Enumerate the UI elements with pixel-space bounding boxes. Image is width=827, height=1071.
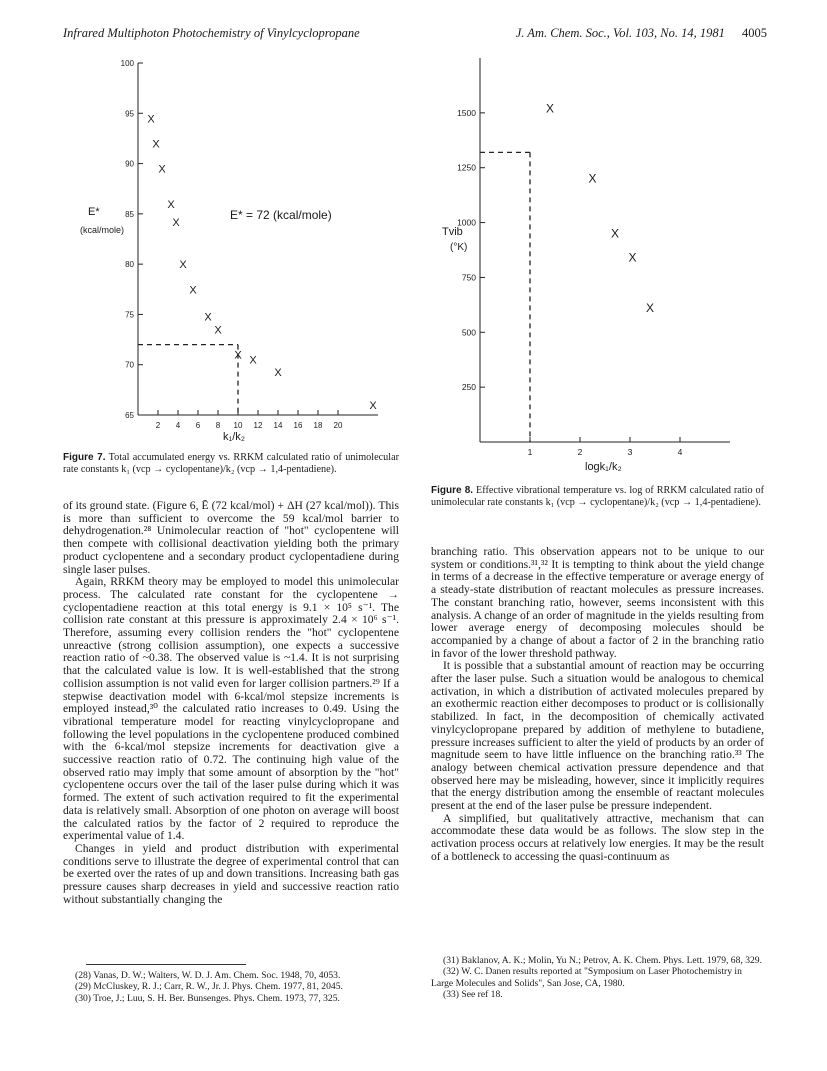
x-tick-label: 12 (253, 421, 263, 430)
footnotes-right (431, 955, 764, 1001)
y-tick-label: 1000 (457, 217, 476, 228)
footnote: (29) McCluskey, R. J.; Carr, R. W., Jr. J. Phys. Chem. 1977, 81, 2045. (75, 981, 343, 993)
data-point-marker: X (274, 366, 282, 379)
figure-8-axes (457, 58, 730, 457)
y-tick-label: 85 (125, 209, 134, 219)
data-point-marker: X (234, 349, 242, 362)
data-point-marker: X (214, 324, 222, 337)
y-tick-label: 500 (461, 327, 476, 338)
x-tick-label: 2 (577, 447, 583, 457)
x-tick-label: 20 (333, 421, 343, 430)
footnote: (31) Baklanov, A. K.; Molin, Yu N.; Petrov, A. K. Chem. Phys. Lett. 1979, 68, 329. (443, 955, 762, 966)
figure-7-plot (80, 55, 410, 450)
journal-citation (516, 26, 767, 41)
figure-8-ylabel-unit: (°K) (450, 242, 468, 253)
paragraph: Again, RRKM theory may be employed to model this unimolecular process. The calculated rate constant for the cyclopentene → cyclopentadiene reaction at this total energy is 9.1 × 10⁵ s⁻¹. The collision rate constant at this pressure is approximately 2.4 × 10⁶ s⁻¹. Therefore, assuming every collision renders the "hot" cyclopentene unreactive (strong collision assumption), one expects a successive reaction ratio of ~0.38. The observed value is ~1.4. It is not surprising that the calculated value is low. It is well-established that the strong collision assumption is not valid even for larger collision partners.²⁹ If a stepwise deactivation model with 6-kcal/mol stepsize increments is employed instead,³⁰ the calculated ratio increases to 0.49. Using the vibrational temperature model for reacting vinylcyclopropane and following the level populations in the cyclopentene produced combined with the 6-kcal/mol stepsize increments for deactivation give a successive reaction ratio of 0.72. The continuing high value of the observed ratio may imply that some amount of absorption by the "hot" cyclopentene occurs over the tail of the laser pulse during which it was formed. The extent of such activation required to fit the experimental data is relatively small. Absorption of one photon on average will boost the calculated ratios by the factor of 2 required to reproduce the experimental value of 1.4. (63, 575, 399, 843)
figure-8-xlabel: logk₁/k₂ (585, 461, 622, 473)
y-tick-label: 100 (120, 59, 134, 68)
journal-name: J. Am. Chem. Soc., Vol. 103, No. 14, 1981 (515, 26, 725, 40)
figure-7-annotation: E* = 72 (kcal/mole) (230, 208, 332, 222)
figure-8-caption-label: Figure 8. (431, 485, 474, 496)
footnote: (28) Vanas, D. W.; Walters, W. D. J. Am. Chem. Soc. 1948, 70, 4053. (75, 970, 341, 981)
figure-8-points (546, 101, 654, 315)
y-tick-label: 65 (125, 411, 134, 420)
figure-8-plot (440, 50, 760, 480)
y-tick-label: 95 (125, 109, 134, 119)
footnote: (33) See ref 18. (443, 989, 503, 1001)
figure-8-ylabel-tvib: Tvib (442, 226, 463, 238)
x-tick-label: 8 (215, 421, 221, 430)
x-tick-label: 10 (233, 421, 243, 430)
y-tick-label: 1500 (457, 107, 476, 118)
data-point-marker: X (152, 138, 160, 151)
y-tick-label: 90 (125, 159, 134, 169)
figure-7-ylabel-e: E* (88, 206, 100, 218)
y-tick-label: 75 (125, 310, 134, 320)
paragraph: of its ground state. (Figure 6, Ē (72 kcal/mol) + ΔH (27 kcal/mol)). This is more than sufficient to overcome the 59 kcal/mol barrier to dehydrogenation.²⁸ Unimolecular reaction of "hot" cyclopentene will then compete with collisional deactivation yielding both the primary product cyclopentene and a secondary product cyclopentadiene during single laser pulses. (63, 499, 399, 576)
figure-7-caption-text: Total accumulated energy vs. RRKM calculated ratio of unimolecular rate constants k₁ (vcp → cyclopentane)/k₂ (vcp → 1,4-pentadiene). (63, 452, 399, 476)
footnote-rule-left (86, 964, 246, 965)
data-point-marker: X (167, 198, 175, 211)
x-tick-label: 4 (677, 447, 683, 457)
page-number: 4005 (742, 26, 767, 40)
x-tick-label: 2 (155, 421, 161, 430)
footnotes-left (63, 970, 399, 1004)
x-tick-label: 4 (175, 421, 181, 430)
right-text-column (431, 546, 764, 864)
paragraph: Changes in yield and product distribution with experimental conditions serve to illustrate the degree of experimental control that can be exerted over the rates of up and down transitions. Increasing bath gas pressure causes sharp decreases in yield and successive reaction ratio without substantially changing the (63, 841, 399, 906)
x-tick-label: 6 (195, 421, 201, 430)
data-point-marker: X (172, 216, 180, 229)
data-point-marker: X (369, 399, 377, 412)
y-tick-label: 250 (461, 382, 476, 393)
data-point-marker: X (204, 311, 212, 324)
data-point-marker: X (158, 163, 166, 176)
y-tick-label: 70 (125, 360, 134, 370)
paragraph: branching ratio. This observation appears not to be unique to our system or conditions.³¹,³² It is tempting to think about the yield change in terms of a decrease in the effective temperature or average energy of a steady-state distribution of reactant molecules as pressure increases. The constant branching ratio, however, seems inconsistent with this analysis. A change of an order of magnitude in the yields resulting from lower average energy of decomposing molecules should be accompanied by a change of about a factor of 2 in the branching ratio in favor of the lower threshold pathway. (431, 545, 764, 660)
x-tick-label: 3 (627, 447, 633, 457)
figure-7-caption (63, 452, 399, 477)
data-point-marker: X (588, 171, 597, 186)
footnote: (32) W. C. Danen results reported at "Symposium on Laser Photochemistry in Large Molecules and Solids", San Jose, CA, 1980. (431, 966, 742, 989)
footnote: (30) Troe, J.; Luu, S. H. Ber. Bunsenges. Phys. Chem. 1973, 77, 325. (75, 992, 340, 1004)
left-text-column (63, 500, 399, 907)
data-point-marker: X (545, 101, 555, 116)
data-point-marker: X (610, 226, 620, 241)
data-point-marker: X (645, 301, 655, 316)
data-point-marker: X (628, 250, 637, 265)
paragraph: A simplified, but qualitatively attractive, mechanism that can accommodate these data would be as follows. The slow step in the activation process occurs at relatively low energies. It may be the result of a bottleneck to accessing the quasi-continuum as (431, 811, 764, 863)
figure-7-points (147, 113, 377, 412)
data-point-marker: X (179, 259, 187, 272)
x-tick-label: 1 (527, 447, 533, 457)
x-tick-label: 18 (313, 421, 323, 430)
x-tick-label: 16 (293, 421, 303, 430)
figure-7-ylabel-unit: (kcal/mole) (80, 225, 125, 235)
data-point-marker: X (147, 113, 155, 126)
running-title: Infrared Multiphoton Photochemistry of Vinylcyclopropane (63, 26, 360, 40)
y-tick-label: 750 (461, 272, 476, 283)
paragraph: It is possible that a substantial amount of reaction may be occurring after the laser pulse. Such a situation would be analogous to chemical activation, in which a distribution of activated molecules prepared by an exothermic reaction either decomposes to product or is collisionally stabilized. In fact, in the decomposition of chemically activated vinylcyclopropane prepared by addition of methylene to butadiene, pressure increases sufficient to alter the yield of products by an order of magnitude seem to have little influence on the branching ratio.³³ The analogy between chemical activation pressure dependence and that observed here may be misleading, however, since it implicitly requires that the energy distribution among the ensemble of reactant molecules present at the end of the laser pulse be pressure independent. (431, 659, 764, 813)
y-tick-label: 1250 (457, 162, 476, 173)
data-point-marker: X (189, 284, 197, 297)
x-tick-label: 14 (273, 421, 283, 430)
figure-7-axes (121, 59, 378, 430)
data-point-marker: X (249, 354, 257, 367)
figure-8-caption-text: Effective vibrational temperature vs. log of RRKM calculated ratio of unimolecular rate constants k₁ (vcp → cyclopentane)/k₂ (vcp → 1,4-pentadiene). (431, 485, 764, 509)
figure-8-caption (431, 485, 764, 510)
figure-7-xlabel: k₁/k₂ (223, 431, 246, 443)
figure-7-caption-label: Figure 7. (63, 452, 106, 463)
y-tick-label: 80 (125, 260, 134, 270)
